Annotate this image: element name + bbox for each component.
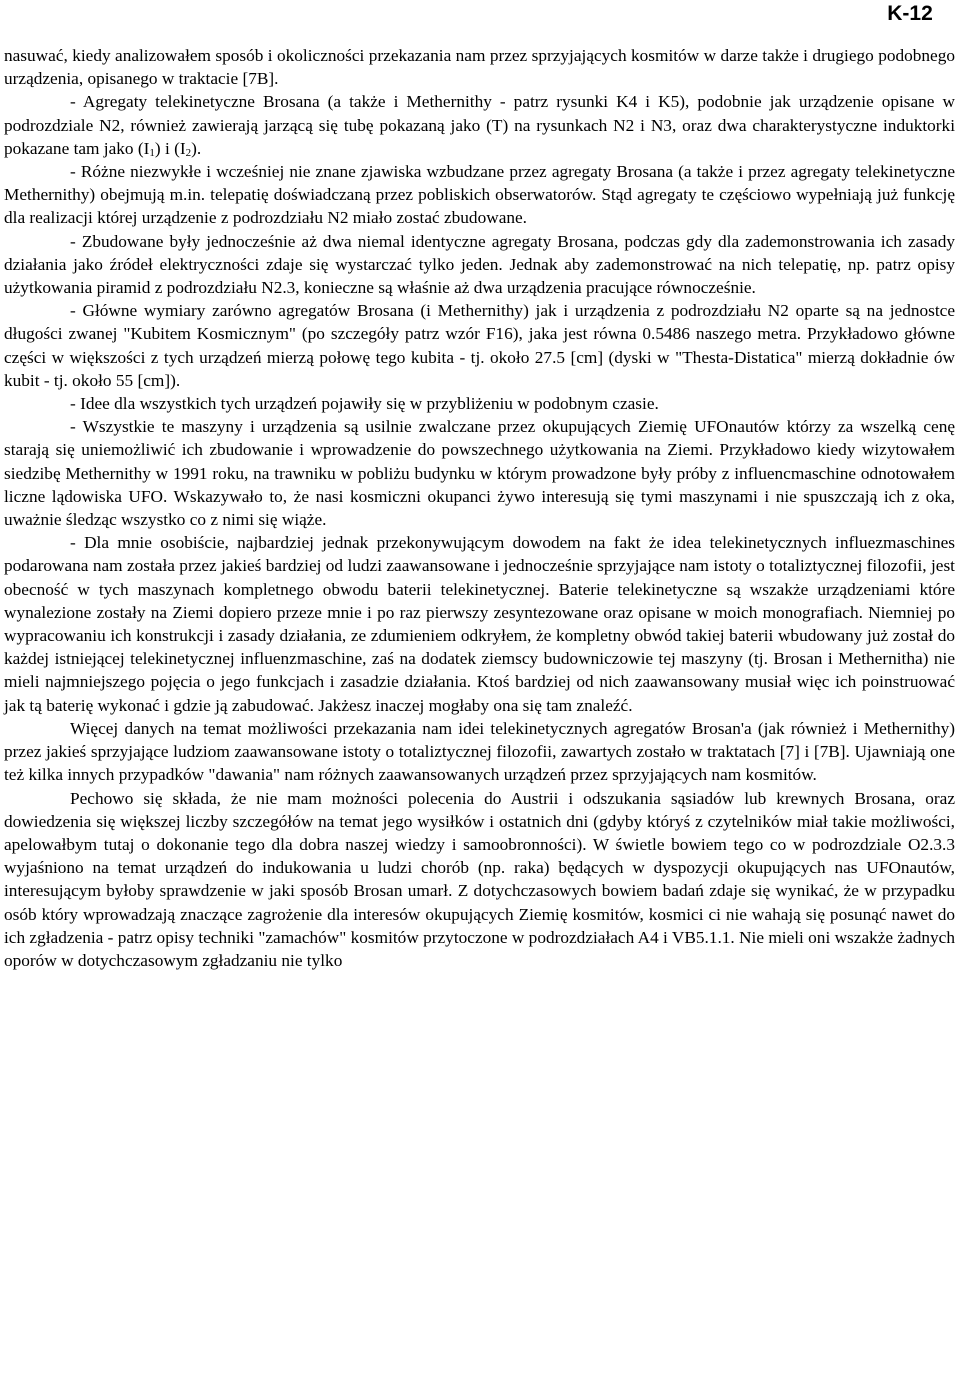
paragraph: - Dla mnie osobiście, najbardziej jednak przekonywującym dowodem na fakt że idea telekinetycznych influezmaschines podarowana nam została przez jakieś bardziej od ludzi zaawansowane i jednocześnie sprzyjające nam istoty o totaliztycznej filozofii, jest obecność w tych maszynach kompletnego obwodu baterii telekinetycznej. Baterie telekinetyczne są wszakże urządzeniami które wynalezione zostały na Ziemi dopiero przeze mnie i po raz pierwszy zesyntezowane oraz opisane w moich monografiach. Niemniej po wypracowaniu ich konstrukcji i zasady działania, ze zdumieniem odkryłem, że kompletny obwód takiej baterii wbudowany już został do każdej istniejącej telekinetycznej influenzmaschine, zaś na dodatek ziemscy budowniczowie tej maszyny (tj. Brosan i Methernitha) nie mieli najmniejszego pojęcia o jego funkcjach i zasadzie działania. Ktoś bardziej od nich zaawansowany musiał więc ich poinstruować jak tą baterię wykonać i gdzie ją zabudować. Jakżesz inaczej mogłaby ona się tam znaleźć. [4,533,955,715]
paragraph-text: ). [191,138,202,158]
paragraph [4,90,955,160]
paragraph: Pechowo się składa, że nie mam możności polecenia do Austrii i odszukania sąsiadów lub krewnych Brosana, oraz dowiedzenia się większej liczby szczegółów na temat jego wysiłków i ostatnich dni (gdyby któryś z czytelników miał takie możliwości, apelowałbym tutaj o dokonanie tego dla dobra naszej wiedzy i samoobronności). W świetle bowiem tego co w podrozdziale O2.3.3 wyjaśniono na temat urządzeń do indukowania u ludzi chorób (np. raka) będących w dyspozycji okupujących nas UFOnautów, interesującym byłoby sprawdzenie w jaki sposób Brosan umarł. Z dotychczasowych bowiem badań zdaje się wynikać, że w przypadku osób który wprowadzają znaczące zagrożenie dla interesów okupujących Ziemię kosmitów, kosmici ci nie wahają się posunąć nawet do ich zgładzenia - patrz opisy techniki "zamachów" kosmitów przytoczone w podrozdziałach A4 i VB5.1.1. Nie mieli oni wszakże żadnych oporów w dotychczasowym zgładzaniu nie tylko [4,788,955,970]
paragraph: - Wszystkie te maszyny i urządzenia są usilnie zwalczane przez okupujących Ziemię UFOnautów którzy za wszelką cenę starają się uniemożliwić ich zbudowanie i wprowadzenie do powszechnego użytkowania na Ziemi. Przykładowo kiedy wizytowałem siedzibę Methernithy w 1991 roku, na trawniku w pobliżu budynku w którym prowadzone były próby z influencmaschine odnotowałem liczne lądowiska UFO. Wskazywało to, że nasi kosmiczni okupanci żywo interesują się tymi maszynami i nie spuszczają ich z oka, uważnie śledząc wszystko co z nimi się wiąże. [4,417,955,530]
paragraph: nasuwać, kiedy analizowałem sposób i okoliczności przekazania nam przez sprzyjających kosmitów w darze także i drugiego podobnego urządzenia, opisanego w traktacie [7B]. [4,46,955,89]
page-code: K-12 [887,2,933,25]
paragraph: - Zbudowane były jednocześnie aż dwa niemal identyczne agregaty Brosana, podczas gdy dla zademonstrowania ich zasady działania jako źródeł elektryczności zdaje się wystarczać tylko jeden. Jednak aby zademonstrować na nich telepatię, np. patrz opisy użytkowania piramid z podrozdziału N2.3, konieczne są właśnie aż dwa urządzenia pracujące równocześnie. [4,231,955,298]
paragraph: Więcej danych na temat możliwości przekazania nam idei telekinetycznych agregatów Brosan'a (jak również i Methernithy) przez jakieś sprzyjające ludziom zaawansowane istoty o totaliztycznej filozofii, zawartych zostało w traktatach [7] i [7B]. Ujawniają one też kilka innych przypadków "dawania" nam różnych zaawansowanych urządzeń przez sprzyjających nam kosmitów. [4,718,955,785]
paragraph: - Główne wymiary zarówno agregatów Brosana (i Methernithy) jak i urządzenia z podrozdziału N2 oparte są na jednostce długości zwanej "Kubitem Kosmicznym" (po szczegóły patrz wzór F16), jaka jest równa 0.5486 naszego metra. Przykładowo główne części w większości z tych urządzeń mierzą połowę tego kubita - tj. około 27.5 [cm] (dyski w "Thesta-Distatica" mierzą dokładnie ów kubit - tj. około 55 [cm]). [4,301,955,390]
paragraph-text: - Agregaty telekinetyczne Brosana (a także i Methernithy - patrz rysunki K4 i K5), podobnie jak urządzenie opisane w podrozdziale N2, również zawierają jarzącą się tubę pokazaną jako (T) na rysunkach N2 i N3, oraz dwa charakterystyczne induktorki pokazane tam jako (I [4,92,955,158]
subscript: 2 [185,146,192,159]
paragraph-text: ) i (I [154,138,186,158]
document-body [4,44,955,972]
subscript: 1 [149,146,155,159]
paragraph: - Różne niezwykłe i wcześniej nie znane zjawiska wzbudzane przez agregaty Brosana (a także i przez agregaty telekinetyczne Methernithy) obejmują m.in. telepatię doświadczaną przez pobliskich obserwatorów. Stąd agregaty te częściowo wypełniają już funkcję dla realizacji której urządzenie z podrozdziału N2 miało zostać zbudowane. [4,162,955,228]
paragraph: - Idee dla wszystkich tych urządzeń pojawiły się w przybliżeniu w podobnym czasie. [70,394,659,414]
